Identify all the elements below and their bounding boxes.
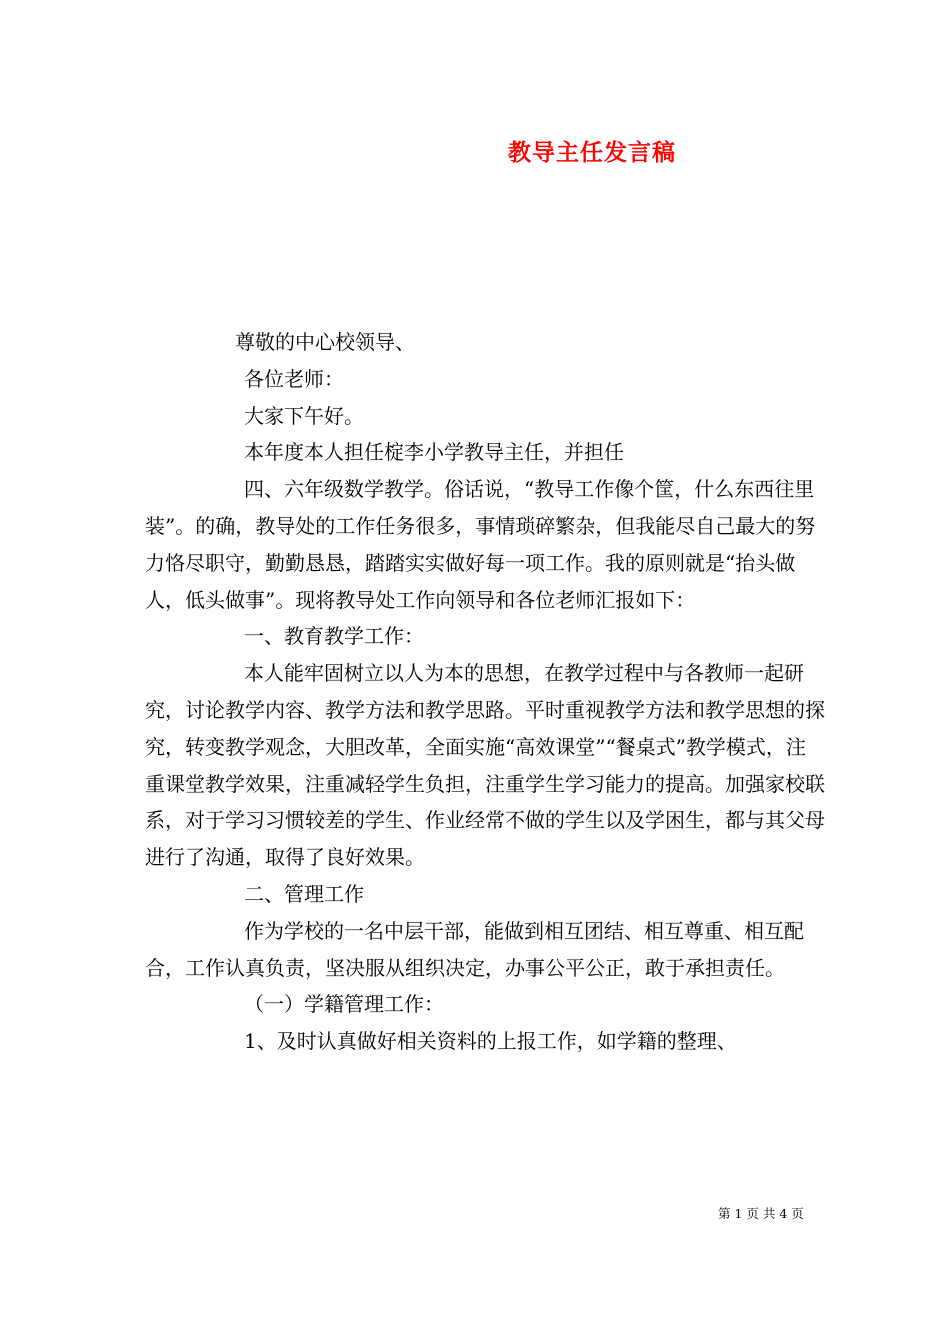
document-title: 教导主任发言稿 bbox=[508, 139, 676, 166]
subsection-heading-student-records: （一）学籍管理工作： bbox=[244, 992, 444, 1017]
greeting: 大家下午好。 bbox=[244, 403, 364, 428]
salutation-leaders: 尊敬的中心校领导、 bbox=[235, 330, 415, 354]
management-paragraph: 作为学校的一名中层干部，能做到相互团结、相互尊重、相互配合，工作认真负责，坚决服从组织决定，办事公平公正，敢于承担责任。 bbox=[145, 918, 804, 980]
intro-paragraph: 本年度本人担任椗李小学教导主任，并担任 bbox=[244, 440, 624, 465]
section-heading-teaching: 一、教育教学工作： bbox=[244, 624, 424, 649]
page-number-footer: 第 1 页 共 4 页 bbox=[718, 1206, 804, 1221]
document-body bbox=[145, 324, 825, 1060]
teaching-paragraph: 本人能牢固树立以人为本的思想，在教学过程中与各教师一起研究，讨论教学内容、教学方法和教学思路。平时重视教学方法和教学思想的探究，转变教学观念，大胆改革，全面实施“高效课堂”“餐桌式”教学模式，注重课堂教学效果，注重减轻学生负担，注重学生学习能力的提高。加强家校联系，对于学习习惯较差的学生、作业经常不做的学生以及学困生，都与其父母进行了沟通，取得了良好效果。 bbox=[145, 661, 825, 870]
section-heading-management: 二、管理工作 bbox=[244, 881, 364, 906]
intro-continued-paragraph: 四、六年级数学教学。俗话说，“教导工作像个筐，什么东西往里装”。的确，教导处的工作任务很多，事情琐碎繁杂，但我能尽自己最大的努力恪尽职守，勤勤恳恳，踏踏实实做好每一项工作。我的原则就是“抬头做人，低头做事”。现将教导处工作向领导和各位老师汇报如下： bbox=[145, 477, 816, 612]
salutation-teachers: 各位老师： bbox=[244, 366, 344, 391]
student-records-item-1: 1、及时认真做好相关资料的上报工作，如学籍的整理、 bbox=[244, 1029, 737, 1054]
